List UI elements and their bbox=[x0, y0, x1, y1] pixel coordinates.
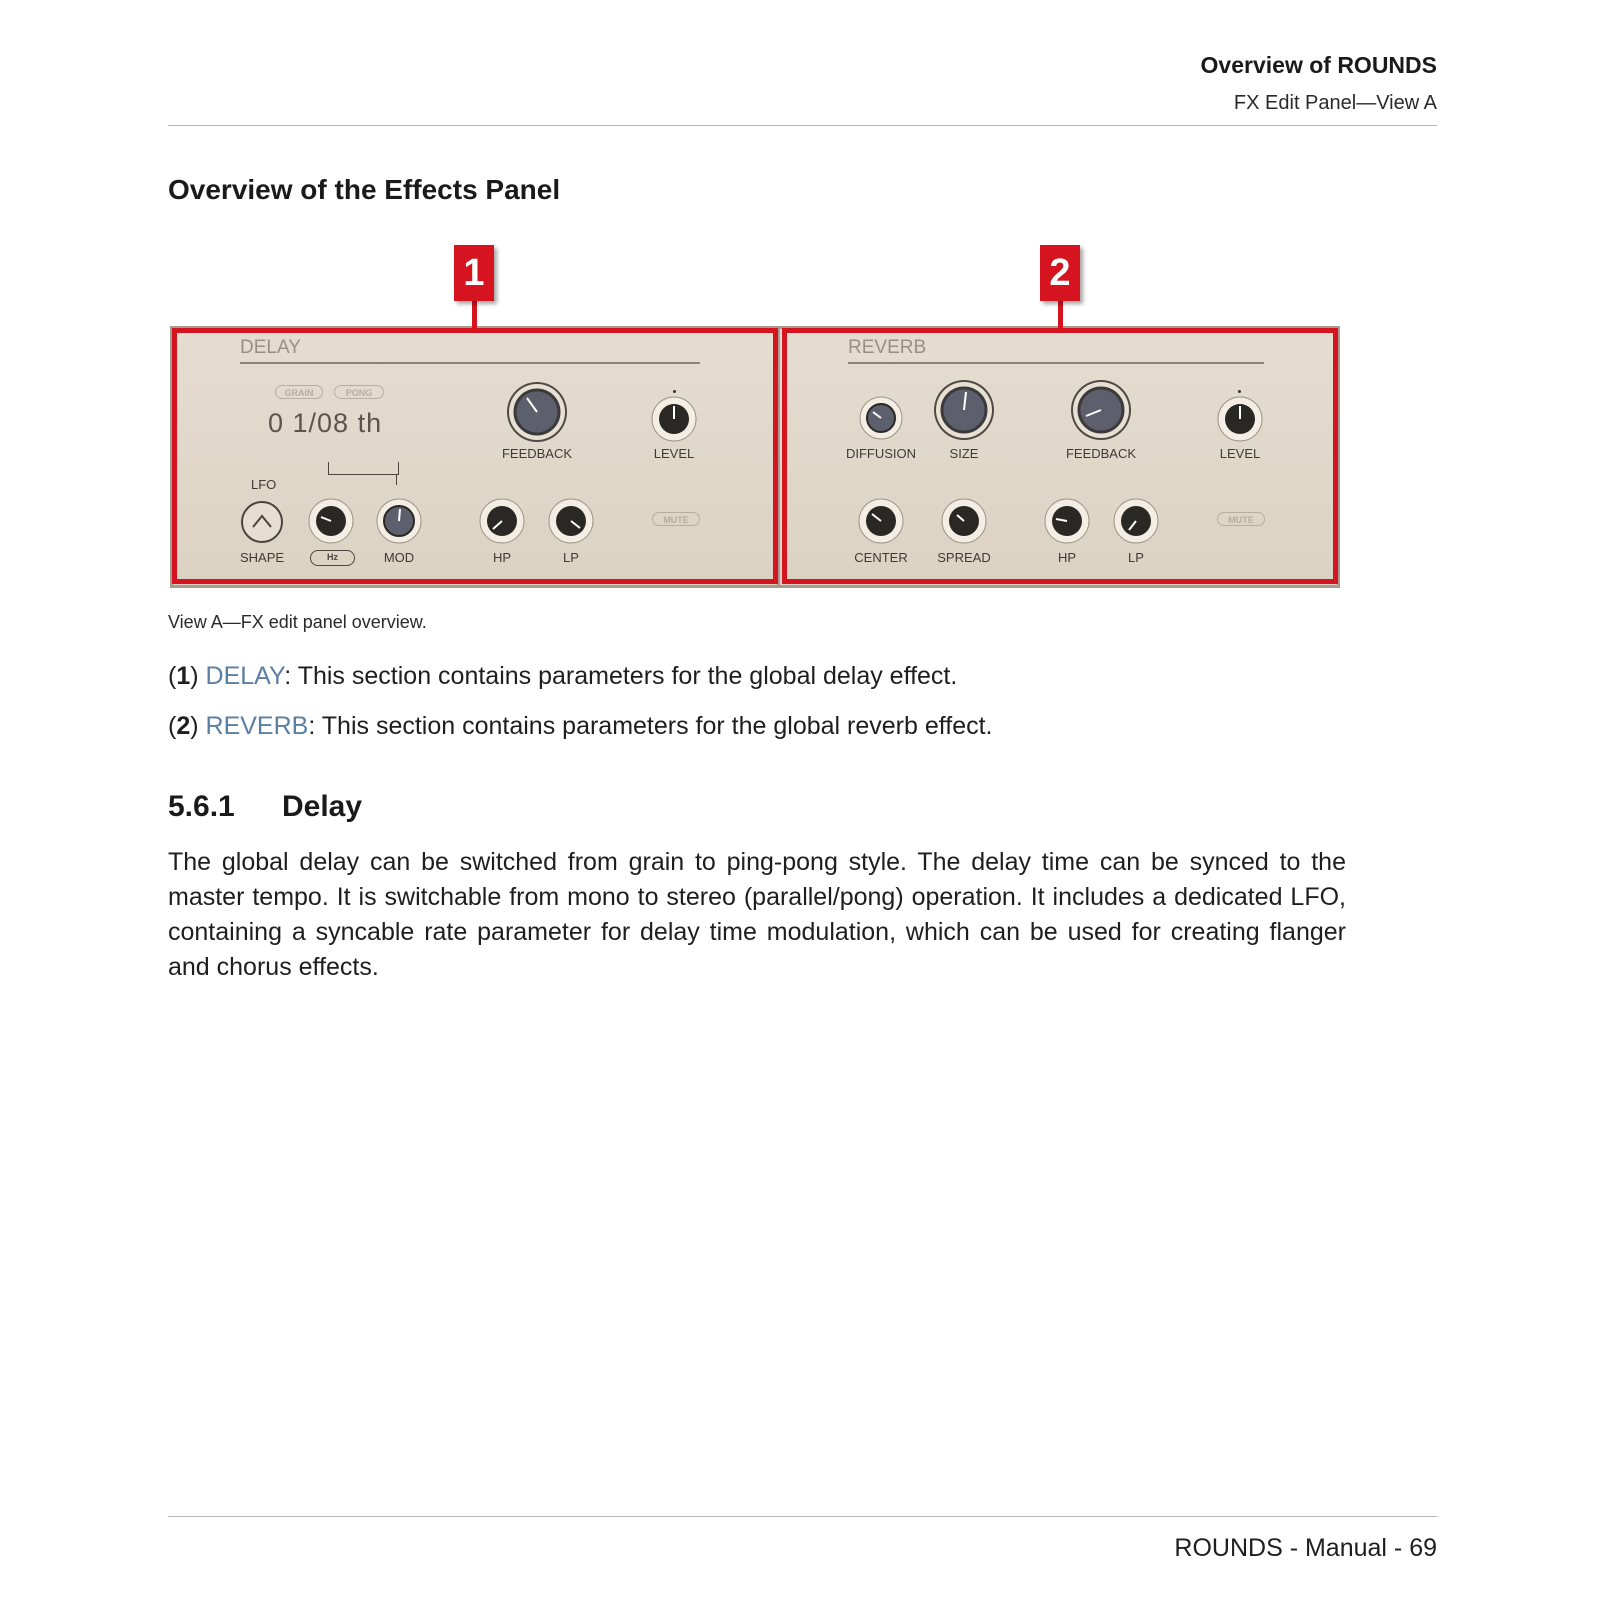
reverb-hp-label: HP bbox=[1057, 550, 1077, 565]
callout-stem-1 bbox=[472, 301, 477, 330]
list-item: (2) REVERB: This section contains parameters for the global reverb effect. bbox=[168, 712, 993, 740]
list-item: (1) DELAY: This section contains parameters for the global delay effect. bbox=[168, 662, 958, 690]
delay-mute-button[interactable]: MUTE bbox=[652, 512, 700, 526]
lfo-label: LFO bbox=[251, 477, 277, 492]
callout-box-delay bbox=[172, 328, 778, 584]
delay-level-label: LEVEL bbox=[653, 446, 695, 461]
delay-heading: DELAY bbox=[240, 337, 301, 358]
pong-button[interactable]: PONG bbox=[334, 385, 384, 399]
running-header-title: Overview of ROUNDS bbox=[1200, 52, 1437, 78]
subsection-title: Delay bbox=[282, 790, 363, 823]
reverb-feedback-label: FEEDBACK bbox=[1065, 446, 1137, 461]
reverb-center-label: CENTER bbox=[854, 550, 908, 565]
body-paragraph: The global delay can be switched from grain to ping-pong style. The delay time can be synced to the master tempo. It is switchable from mono to stereo (parallel/pong) operation. It includes a dedicated LFO, containing a syncable rate parameter for delay time modulation, which can be used for creating flanger and chorus effects. bbox=[168, 848, 1346, 981]
mod-label: MOD bbox=[383, 550, 415, 565]
delay-feedback-label: FEEDBACK bbox=[501, 446, 573, 461]
callout-marker-1: 1 bbox=[454, 245, 494, 301]
reverb-level-label: LEVEL bbox=[1219, 446, 1261, 461]
running-header-subtitle: FX Edit Panel—View A bbox=[1233, 92, 1437, 114]
reverb-diffusion-label: DIFFUSION bbox=[845, 446, 917, 461]
header-rule bbox=[168, 125, 1437, 126]
hz-sync-button[interactable]: Hz bbox=[310, 550, 355, 566]
callout-marker-2: 2 bbox=[1040, 245, 1080, 301]
delay-lp-label: LP bbox=[563, 550, 579, 565]
callout-stem-2 bbox=[1058, 301, 1063, 330]
delay-link[interactable]: DELAY bbox=[205, 662, 285, 690]
grain-button[interactable]: GRAIN bbox=[275, 385, 323, 399]
reverb-spread-label: SPREAD bbox=[937, 550, 991, 565]
subsection-heading bbox=[168, 790, 362, 824]
item-text: : This section contains parameters for the global reverb effect. bbox=[308, 712, 993, 740]
delay-hp-label: HP bbox=[492, 550, 512, 565]
item-text: : This section contains parameters for the global delay effect. bbox=[284, 662, 958, 690]
shape-label: SHAPE bbox=[239, 550, 285, 565]
page-footer: ROUNDS - Manual - 69 bbox=[1174, 1534, 1437, 1562]
item-number: 1 bbox=[176, 662, 191, 690]
item-number: 2 bbox=[176, 712, 191, 740]
reverb-mute-button[interactable]: MUTE bbox=[1217, 512, 1265, 526]
reverb-lp-label: LP bbox=[1128, 550, 1144, 565]
reverb-size-label: SIZE bbox=[949, 446, 979, 461]
subsection-number: 5.6.1 bbox=[168, 790, 235, 823]
callout-box-reverb bbox=[782, 328, 1338, 584]
reverb-heading: REVERB bbox=[848, 337, 927, 358]
section-title: Overview of the Effects Panel bbox=[168, 174, 561, 205]
footer-rule bbox=[168, 1516, 1437, 1517]
figure-caption: View A—FX edit panel overview. bbox=[168, 612, 427, 632]
reverb-link[interactable]: REVERB bbox=[205, 712, 309, 740]
delay-time-display[interactable]: 0 1/08 th bbox=[268, 408, 383, 438]
